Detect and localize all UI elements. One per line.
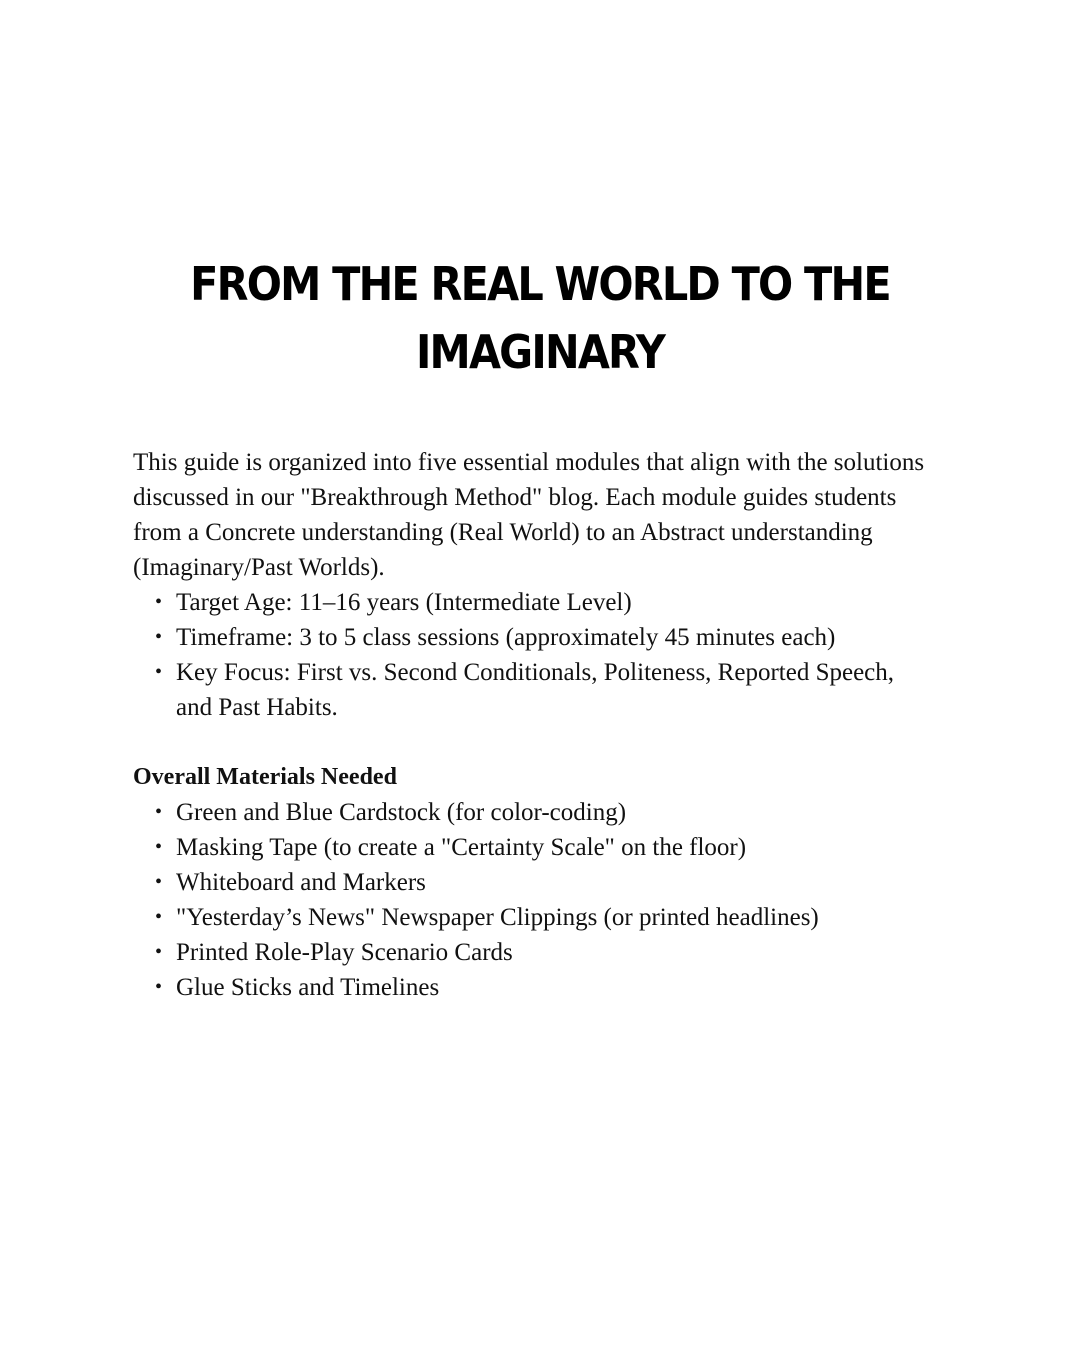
list-item: • Whiteboard and Markers [176,865,933,900]
list-item: • Timeframe: 3 to 5 class sessions (approximately 45 minutes each) [176,620,933,655]
page-title: FROM THE REAL WORLD TO THE IMAGINARY [190,257,890,379]
materials-heading: Overall Materials Needed [133,764,397,790]
intro-paragraph: This guide is organized into five essential modules that align with the solutions discussed in our "Breakthrough Method" blog. Each module guides students from a Concrete understanding (Real World) to an Abstract understanding (Imaginary/Past Worlds). [133,449,925,581]
list-item: • Key Focus: First vs. Second Conditionals, Politeness, Reported Speech, and Past Habits. [176,655,933,725]
list-item: • Glue Sticks and Timelines [176,970,933,1005]
overview-list [133,585,933,725]
list-item: • Green and Blue Cardstock (for color-coding) [176,795,933,830]
list-item: • Target Age: 11–16 years (Intermediate Level) [176,585,933,620]
list-item: • "Yesterday’s News" Newspaper Clippings (or printed headlines) [176,900,933,935]
document-body [133,445,933,1005]
materials-list [133,795,933,1005]
list-item: • Printed Role-Play Scenario Cards [176,935,933,970]
list-item: • Masking Tape (to create a "Certainty Scale" on the floor) [176,830,933,865]
